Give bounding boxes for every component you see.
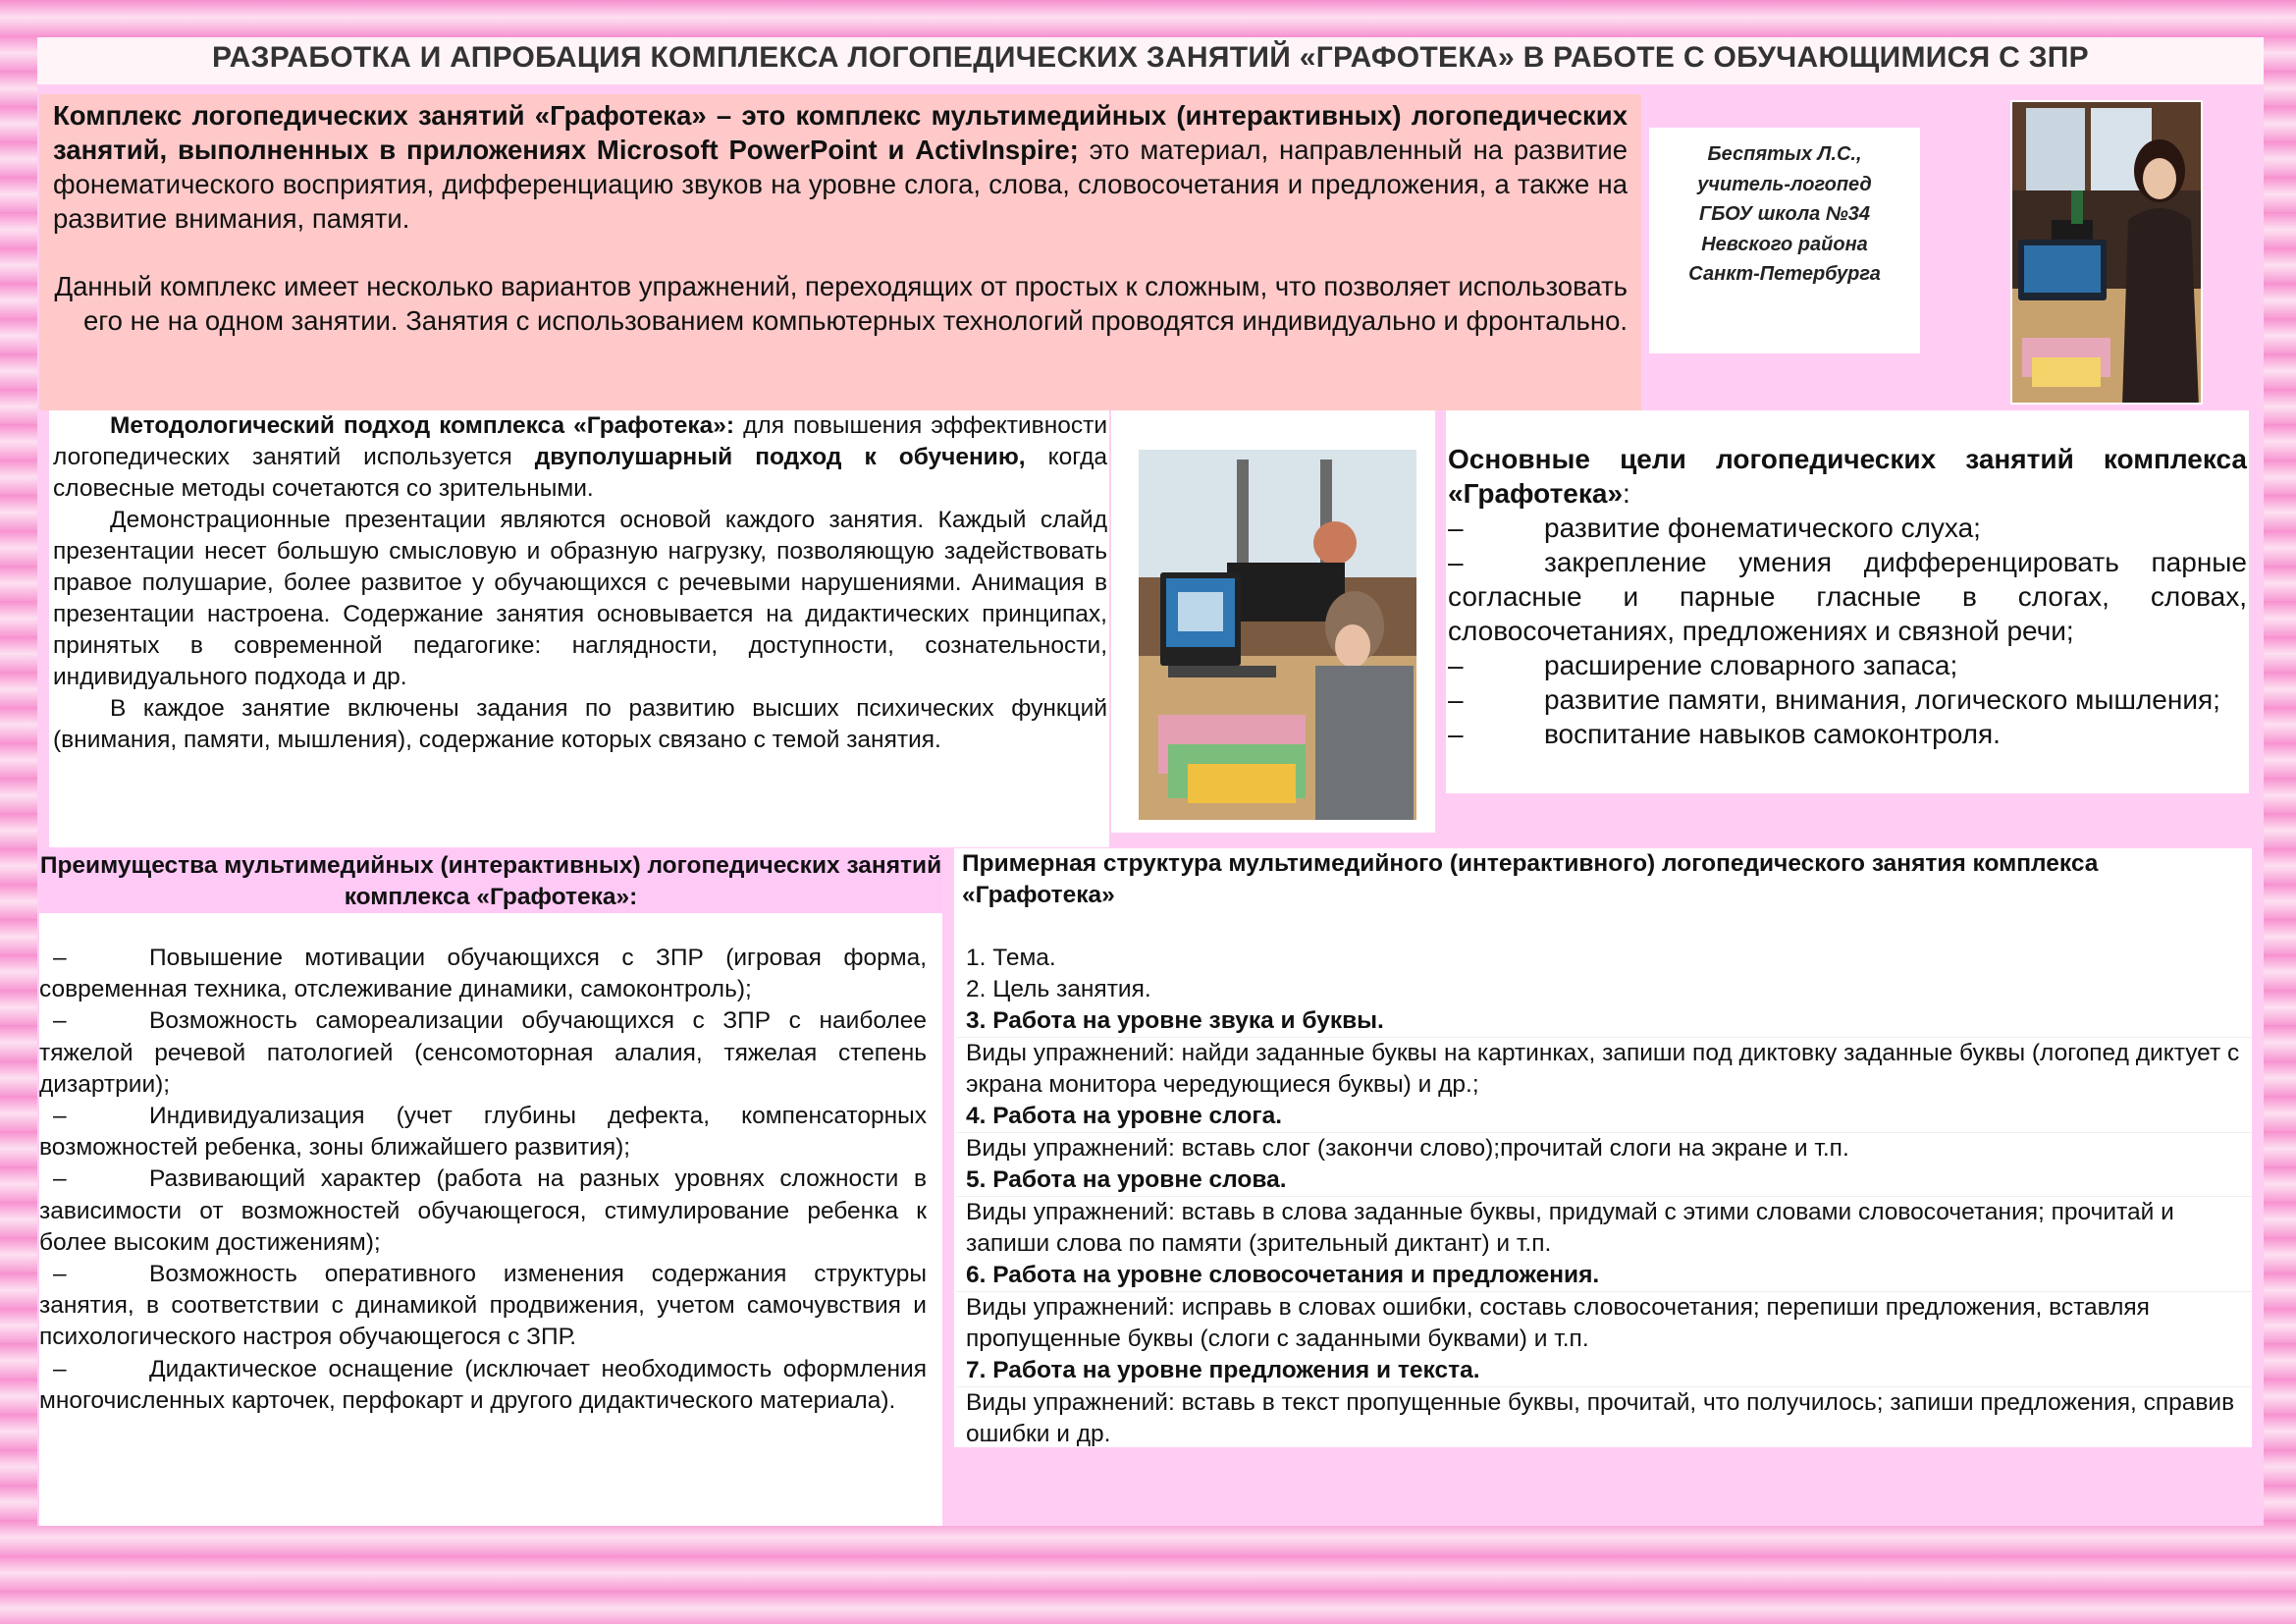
author-role: учитель-логопед [1697,173,1872,195]
author-card [1649,128,1920,353]
methodology-text-a: для повышения эффективности логопедических занятий используется [53,412,1108,470]
structure-step-3: 3. Работа на уровне звука и буквы. [956,1005,2252,1038]
advantages-heading: Преимущества мультимедийных (интерактивных) логопедических занятий комплекса «Графотека»: [39,848,942,913]
structure-item-goal: 2. Цель занятия. [966,976,1151,1002]
intro-second-paragraph: Данный комплекс имеет несколько вариантов упражнений, переходящих от простых к сложным, что позволяет использовать его не на одном занятии. Занятия с использованием компьютерных технологий проводятся индивидуально и фронтально. [54,271,1628,336]
advantage-dash: – [53,1165,67,1193]
advantage-text: Развивающий характер (работа на разных уровнях сложности в зависимости от возможностей обучающегося, стимулирование ребенка к более высоким достижениям); [39,1165,927,1256]
goals-heading-colon: : [1623,478,1630,509]
goal-text: закрепление умения дифференцировать парные согласные и парные гласные в слогах, словах, словосочетаниях, предложениях и связной речи; [1448,547,2247,646]
methodology-paragraph-2: Демонстрационные презентации являются основой каждого занятия. Каждый слайд презентации несет большую смысловую и образную нагрузку, позволяющую задействовать правое полушарие, более развитое у обучающихся с речевыми нарушениями. Анимация в презентации настроена. Содержание занятия основывается на дидактических принципах, принятых в современной педагогике: наглядности, доступности, сознательности, индивидуального подхода и др. [53,507,1107,690]
goal-dash: – [1448,513,1464,543]
structure-step-7: 7. Работа на уровне предложения и текста. [956,1355,2252,1387]
structure-step-6-desc: Виды упражнений: исправь в словах ошибки, составь словосочетания; перепиши предложения, вставляя пропущенные буквы (слоги с заданными буквами) и т.п. [966,1294,2150,1352]
advantage-item [39,1101,927,1164]
advantage-item [39,1259,927,1354]
author-district: Невского района [1701,233,1868,255]
advantage-item [39,1005,927,1101]
poster-title: РАЗРАБОТКА И АПРОБАЦИЯ КОМПЛЕКСА ЛОГОПЕДИЧЕСКИХ ЗАНЯТИЙ «ГРАФОТЕКА» В РАБОТЕ С ОБУЧАЮЩИМИСЯ С ЗПР [37,37,2264,84]
advantage-item [39,1164,927,1259]
structure-heading: Примерная структура мультимедийного (интерактивного) логопедического занятия комплекса «Графотека» [962,850,2099,908]
methodology-paragraph-1 [53,410,1107,505]
author-photo [2010,100,2203,405]
methodology-block [49,410,1109,847]
goal-item [1448,545,2247,648]
goal-dash: – [1448,547,1464,577]
methodology-paragraph-3: В каждое занятие включены задания по развитию высших психических функций (внимания, памяти, мышления), содержание которых связано с темой занятия. [53,695,1107,753]
methodology-head: Методологический подход комплекса «Графотека»: [110,412,735,439]
goal-item [1448,682,2247,717]
advantage-text: Дидактическое оснащение (исключает необходимость оформления многочисленных карточек, перфокарт и другого дидактического материала). [39,1355,927,1414]
advantage-item [39,943,927,1005]
goal-item [1448,648,2247,682]
structure-step-6: 6. Работа на уровне словосочетания и предложения. [956,1260,2252,1292]
structure-step-4: 4. Работа на уровне слога. [956,1101,2252,1133]
advantage-dash: – [53,1261,67,1288]
goal-text: развитие памяти, внимания, логического мышления; [1544,684,2220,715]
structure-step-5-desc: Виды упражнений: вставь в слова заданные буквы, придумай с этими словами словосочетания; прочитай и запиши слова по памяти (зрительный диктант) и т.п. [966,1199,2174,1257]
goal-dash: – [1448,650,1464,680]
advantage-text: Возможность оперативного изменения содержания структуры занятия, в соответствии с динамикой продвижения, учетом самочувствия и психологического настроя обучающегося с ЗПР. [39,1261,927,1351]
intro-bold: Комплекс логопедических занятий «Графотека» – это комплекс мультимедийных (интерактивных) логопедических занятий, выполненных в приложениях Microsoft PowerPoint и ActivInspire; [53,100,1628,165]
advantage-dash: – [53,945,67,971]
advantage-dash: – [53,1103,67,1130]
structure-step-4-desc: Виды упражнений: вставь слог (закончи слово);прочитай слоги на экране и т.п. [966,1135,1849,1162]
advantage-text: Возможность самореализации обучающихся с ЗПР с наиболее тяжелой речевой патологией (сенсомоторная алалия, тяжелая степень дизартрии); [39,1007,927,1098]
advantages-list [39,913,942,1526]
advantage-text: Повышение мотивации обучающихся с ЗПР (игровая форма, современная техника, отслеживание динамики, самоконтроль); [39,945,927,1003]
structure-step-3-desc: Виды упражнений: найди заданные буквы на картинках, запиши под диктовку заданные буквы (логопед диктует с экрана монитора чередующиеся буквы) и др.; [966,1040,2240,1098]
goals-heading-text: Основные цели логопедических занятий комплекса «Графотека» [1448,444,2247,509]
structure-item-topic: 1. Тема. [966,945,1056,971]
goals-block [1446,410,2249,793]
author-name: Беспятых Л.С., [1707,143,1862,165]
advantage-dash: – [53,1007,67,1035]
structure-step-5: 5. Работа на уровне слова. [956,1164,2252,1197]
goals-heading [1448,442,2247,511]
lesson-structure-block [954,848,2252,1447]
goal-text: воспитание навыков самоконтроля. [1544,719,2001,749]
student-photo [1139,450,1416,820]
goal-dash: – [1448,719,1464,749]
intro-block [39,94,1641,410]
advantage-dash: – [53,1355,67,1382]
goal-item [1448,717,2247,751]
methodology-text-c: когда словесные методы сочетаются со зрительными. [53,444,1108,502]
advantage-text: Индивидуализация (учет глубины дефекта, компенсаторных возможностей ребенка, зоны ближайшего развития); [39,1103,927,1162]
methodology-bold-b: двуполушарный подход к обучению, [534,444,1026,470]
structure-step-7-desc: Виды упражнений: вставь в текст пропущенные буквы, прочитай, что получилось; запиши предложения, справив ошибки и др. [966,1389,2235,1447]
goal-text: расширение словарного запаса; [1544,650,1958,680]
goal-item [1448,511,2247,545]
goal-dash: – [1448,684,1464,715]
advantage-item [39,1354,927,1417]
goal-text: развитие фонематического слуха; [1544,513,1981,543]
intro-paragraph [53,98,1628,236]
author-city: Санкт-Петербурга [1688,263,1881,285]
author-school: ГБОУ школа №34 [1699,203,1870,225]
intro-rest: это материал, направленный на развитие фонематического восприятия, дифференциацию звуков на уровне слога, слова, словосочетания и предложения, а также на развитие внимания, памяти. [53,135,1628,234]
